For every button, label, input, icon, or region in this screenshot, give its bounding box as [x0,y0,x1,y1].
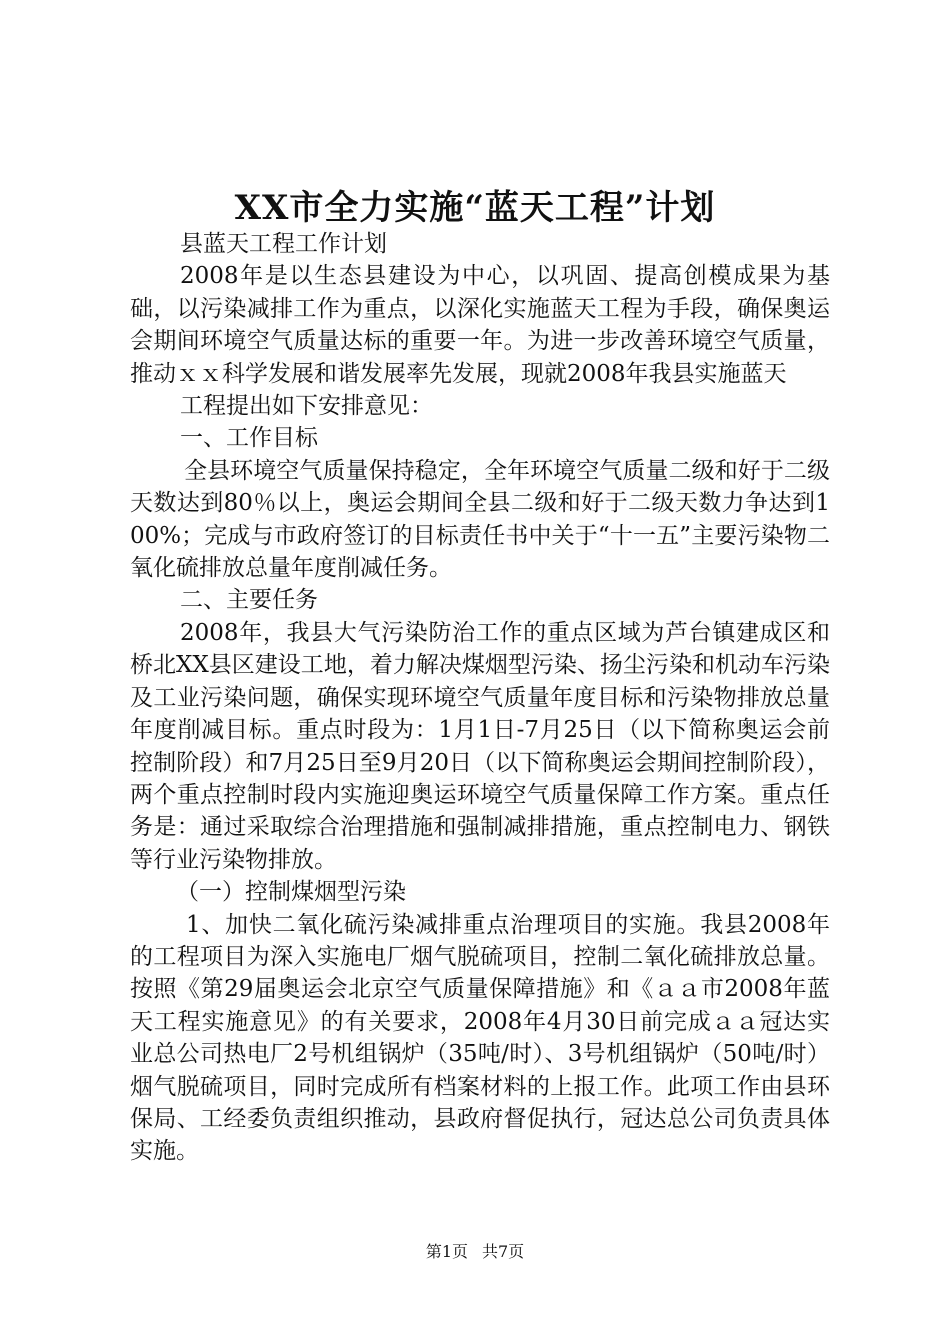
paragraph-item-1: 1、加快二氧化硫污染减排重点治理项目的实施。我县2008年的工程项目为深入实施电厂烟气脱硫项目，控制二氧化硫排放总量。按照《第29届奥运会北京空气质量保障措施》和《ａａ市2008年蓝天工程实施意见》的有关要求，2008年4月30日前完成ａａ冠达实业总公司热电厂2号机组锅炉（35吨/时）、3号机组锅炉（50吨/时）烟气脱硫项目，同时完成所有档案材料的上报工作。此项工作由县环保局、工经委负责组织推动，县政府督促执行，冠达总公司负责具体实施。 [130,911,830,1165]
section-heading-goals: 一、工作目标 [180,425,318,452]
paragraph-goals: 全县环境空气质量保持稳定，全年环境空气质量二级和好于二级天数达到80％以上，奥运会期间全县二级和好于二级天数力争达到100%；完成与市政府签订的目标责任书中关于“十一五”主要污染物二氧化硫排放总量年度削减任务。 [130,457,830,582]
page-footer [0,1241,950,1263]
document-body [130,228,830,1168]
document-title: XX市全力实施“蓝天工程”计划 [234,188,716,228]
page-number: 第1页 [425,1242,468,1261]
page-total: 共7页 [482,1242,525,1261]
section-heading-tasks: 二、主要任务 [180,587,318,614]
paragraph-tasks: 2008年，我县大气污染防治工作的重点区域为芦台镇建成区和桥北XX县区建设工地，着力解决煤烟型污染、扬尘污染和机动车污染及工业污染问题，确保实现环境空气质量年度目标和污染物排放总量年度削减目标。重点时段为：1月1日-7月25日（以下简称奥运会前控制阶段）和7月25日至9月20日（以下简称奥运会期间控制阶段），两个重点控制时段内实施迎奥运环境空气质量保障工作方案。重点任务是：通过采取综合治理措施和强制减排措施，重点控制电力、钢铁等行业污染物排放。 [130,619,830,873]
paragraph-plan-name: 县蓝天工程工作计划 [180,231,387,257]
paragraph-intro: 2008年是以生态县建设为中心，以巩固、提高创模成果为基础，以污染减排工作为重点，以深化实施蓝天工程为手段，确保奥运会期间环境空气质量达标的重要一年。为进一步改善环境空气质量，推动ｘｘ科学发展和谐发展率先发展，现就2008年我县实施蓝天 [130,263,830,387]
subsection-heading-coal-smoke: （一）控制煤烟型污染 [176,879,406,906]
paragraph-intro-continued: 工程提出如下安排意见： [180,393,433,420]
